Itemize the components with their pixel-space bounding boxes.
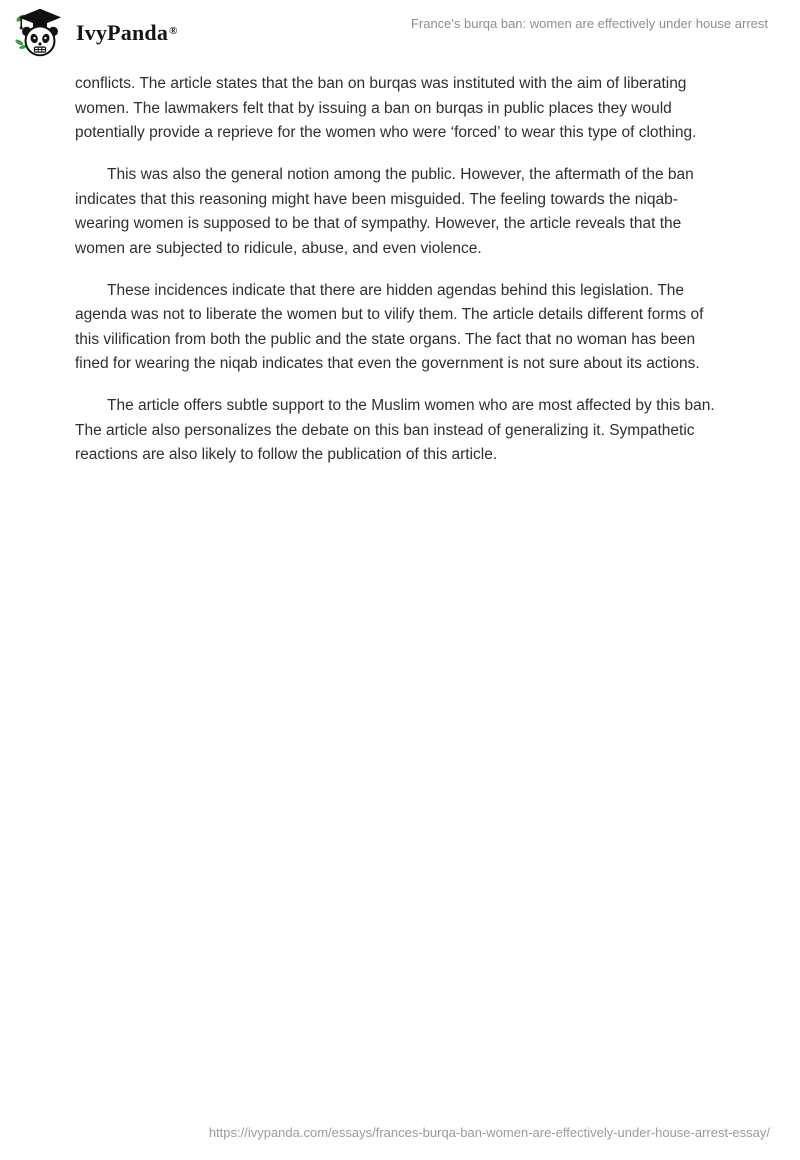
document-title: France's burqa ban: women are effectively under house arrest xyxy=(410,16,768,31)
registered-mark: ® xyxy=(169,24,178,37)
paragraph-3: These incidences indicate that there are hidden agendas behind this legislation. The agenda was not to liberate the women but to vilify them. The article details different forms of this vilification from both the public and the state organs. The fact that no woman has been fined for wearing the niqab indicates that even the government is not sure about its actions. xyxy=(75,281,704,372)
paragraph-2: This was also the general notion among the public. However, the aftermath of the ban indicates that this reasoning might have been misguided. The feeling towards the niqab-wearing women is supposed to be that of sympathy. However, the article reveals that the women are subjected to ridicule, abuse, and even violence. xyxy=(75,166,694,257)
source-url-link[interactable]: https://ivypanda.com/essays/frances-burqa-ban-women-are-effectively-under-house-arrest-essay/ xyxy=(208,1125,770,1140)
page-header xyxy=(0,0,800,64)
page-footer xyxy=(0,1124,770,1142)
essay-body xyxy=(75,72,722,468)
brand-name-text: IvyPanda xyxy=(76,20,169,45)
paragraph-4: The article offers subtle support to the Muslim women who are most affected by this ban. The article also personalizes the debate on this ban instead of generalizing it. Sympathetic reactions are also likely to follow the publication of this article. xyxy=(75,397,715,463)
brand-name xyxy=(76,20,177,46)
paragraph-1: conflicts. The article states that the ban on burqas was instituted with the aim of liberating women. The lawmakers felt that by issuing a ban on burqas in public places they would potentially provide a reprieve for the women who were ‘forced’ to wear this type of clothing. xyxy=(75,75,697,141)
ivypanda-panda-logo-icon xyxy=(14,8,66,58)
brand xyxy=(14,8,177,58)
